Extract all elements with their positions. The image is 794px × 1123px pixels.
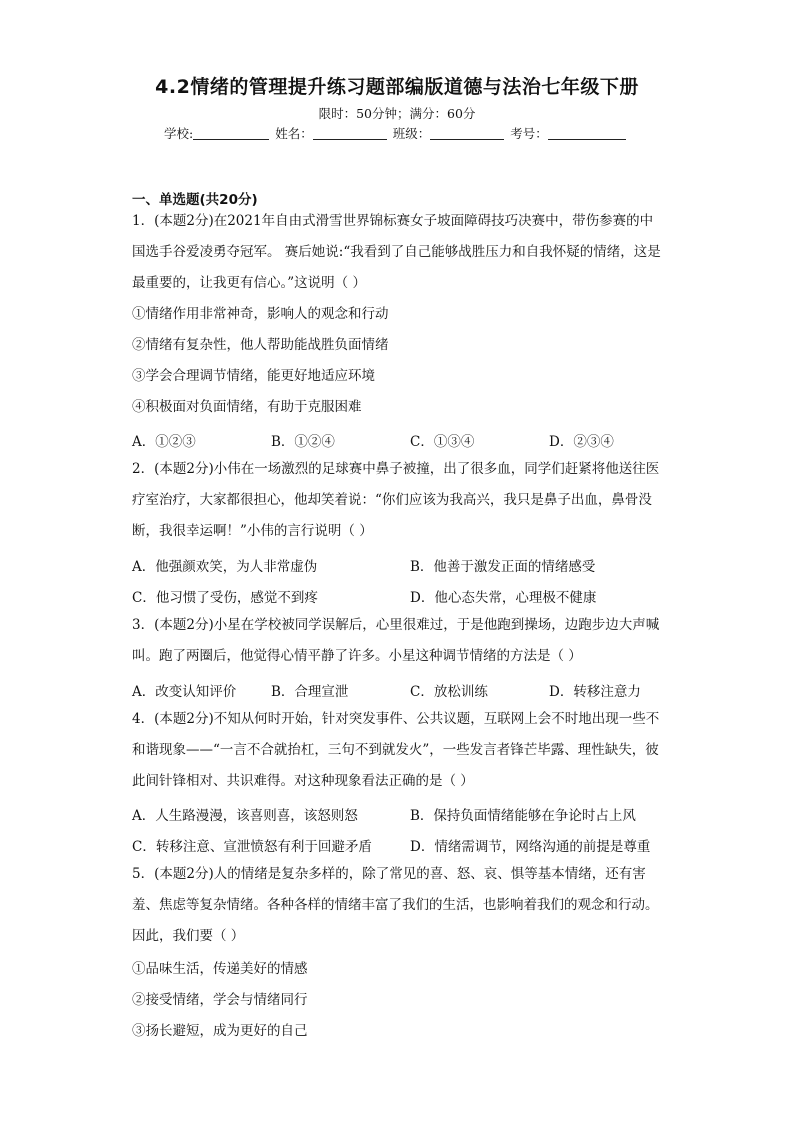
section-heading: 一、单选题(共20分) bbox=[132, 192, 258, 208]
answer-option[interactable]: C．他习惯了受伤，感觉不到疼 bbox=[132, 590, 318, 606]
question-stem: 1．(本题2分)在2021年自由式滑雪世界锦标赛女子坡面障碍技巧决赛中，带伤参赛的中国选手谷爱凌勇夺冠军。 赛后她说:“我看到了自己能够战胜压力和自我怀疑的情绪，这是最重要的，让我更有信心。”这说明（ ） bbox=[132, 213, 661, 291]
statement: ②接受情绪，学会与情绪同行 bbox=[132, 992, 308, 1008]
question-stem: 5．(本题2分)人的情绪是复杂多样的，除了常见的喜、怒、哀、惧等基本情绪，还有害羞、焦虑等复杂情绪。各种各样的情绪丰富了我们的生活，也影响着我们的观念和行动。因此，我们要（ ） bbox=[132, 866, 659, 944]
statement: ②情绪有复杂性，他人帮助能战胜负面情绪 bbox=[132, 337, 389, 353]
answer-option[interactable]: B．他善于激发正面的情绪感受 bbox=[410, 559, 596, 575]
name-label: 姓名： bbox=[275, 126, 313, 141]
statement: ③学会合理调节情绪，能更好地适应环境 bbox=[132, 368, 375, 384]
class-blank[interactable] bbox=[430, 126, 504, 140]
answer-option[interactable]: D．转移注意力 bbox=[549, 684, 641, 700]
answer-option[interactable]: D．情绪需调节，网络沟通的前提是尊重 bbox=[410, 839, 651, 855]
answer-option[interactable]: B．合理宣泄 bbox=[271, 684, 349, 700]
answer-option[interactable]: B．①②④ bbox=[271, 434, 335, 450]
statement: ④积极面对负面情绪，有助于克服困难 bbox=[132, 399, 362, 415]
answer-option[interactable]: A．①②③ bbox=[132, 434, 196, 450]
school-blank[interactable] bbox=[193, 126, 269, 140]
class-label: 班级： bbox=[392, 126, 431, 141]
answer-option[interactable]: B．保持负面情绪能够在争论时占上风 bbox=[410, 808, 636, 824]
name-blank[interactable] bbox=[313, 126, 387, 140]
answer-option[interactable]: A．他强颜欢笑，为人非常虚伪 bbox=[132, 559, 318, 575]
time-score-info: 限时：50分钟；满分：60分 bbox=[318, 106, 476, 121]
question-stem: 3．(本题2分)小星在学校被同学误解后，心里很难过，于是他跑到操场，边跑步边大声喊叫。跑了两圈后，他觉得心情平静了许多。小星这种调节情绪的方法是（ ） bbox=[132, 617, 660, 664]
answer-option[interactable]: A．改变认知评价 bbox=[132, 684, 237, 700]
statement: ①情绪作用非常神奇，影响人的观念和行动 bbox=[132, 306, 389, 322]
statement: ①品味生活，传递美好的情感 bbox=[132, 961, 308, 977]
id-label: 考号： bbox=[510, 126, 548, 141]
student-info-row bbox=[164, 124, 628, 142]
answer-option[interactable]: C．①③④ bbox=[410, 434, 475, 450]
statement: ③扬长避短，成为更好的自己 bbox=[132, 1023, 308, 1039]
answer-option[interactable]: C．转移注意、宣泄愤怒有利于回避矛盾 bbox=[132, 839, 372, 855]
question-stem: 2．(本题2分)小伟在一场激烈的足球赛中鼻子被撞，出了很多血，同学们赶紧将他送往医疗室治疗，大家都很担心，他却笑着说：“你们应该为我高兴，我只是鼻子出血，鼻骨没断，我很幸运啊！”小伟的言行说明（ ） bbox=[132, 461, 660, 539]
answer-option[interactable]: A．人生路漫漫，该喜则喜，该怒则怒 bbox=[132, 808, 358, 824]
id-blank[interactable] bbox=[548, 126, 626, 140]
answer-option[interactable]: D．他心态失常，心理极不健康 bbox=[410, 590, 597, 606]
page-title: 4.2情绪的管理提升练习题部编版道德与法治七年级下册 bbox=[155, 76, 639, 98]
answer-option[interactable]: D．②③④ bbox=[549, 434, 614, 450]
school-label: 学校: bbox=[164, 126, 194, 141]
answer-option[interactable]: C．放松训练 bbox=[410, 684, 488, 700]
question-stem: 4．(本题2分)不知从何时开始，针对突发事件、公共议题，互联网上会不时地出现一些不和谐现象——“一言不合就抬杠，三句不到就发火”，一些发言者锋芒毕露、理性缺失，彼此间针锋相对、共识难得。对这种现象看法正确的是（ ） bbox=[132, 711, 660, 789]
